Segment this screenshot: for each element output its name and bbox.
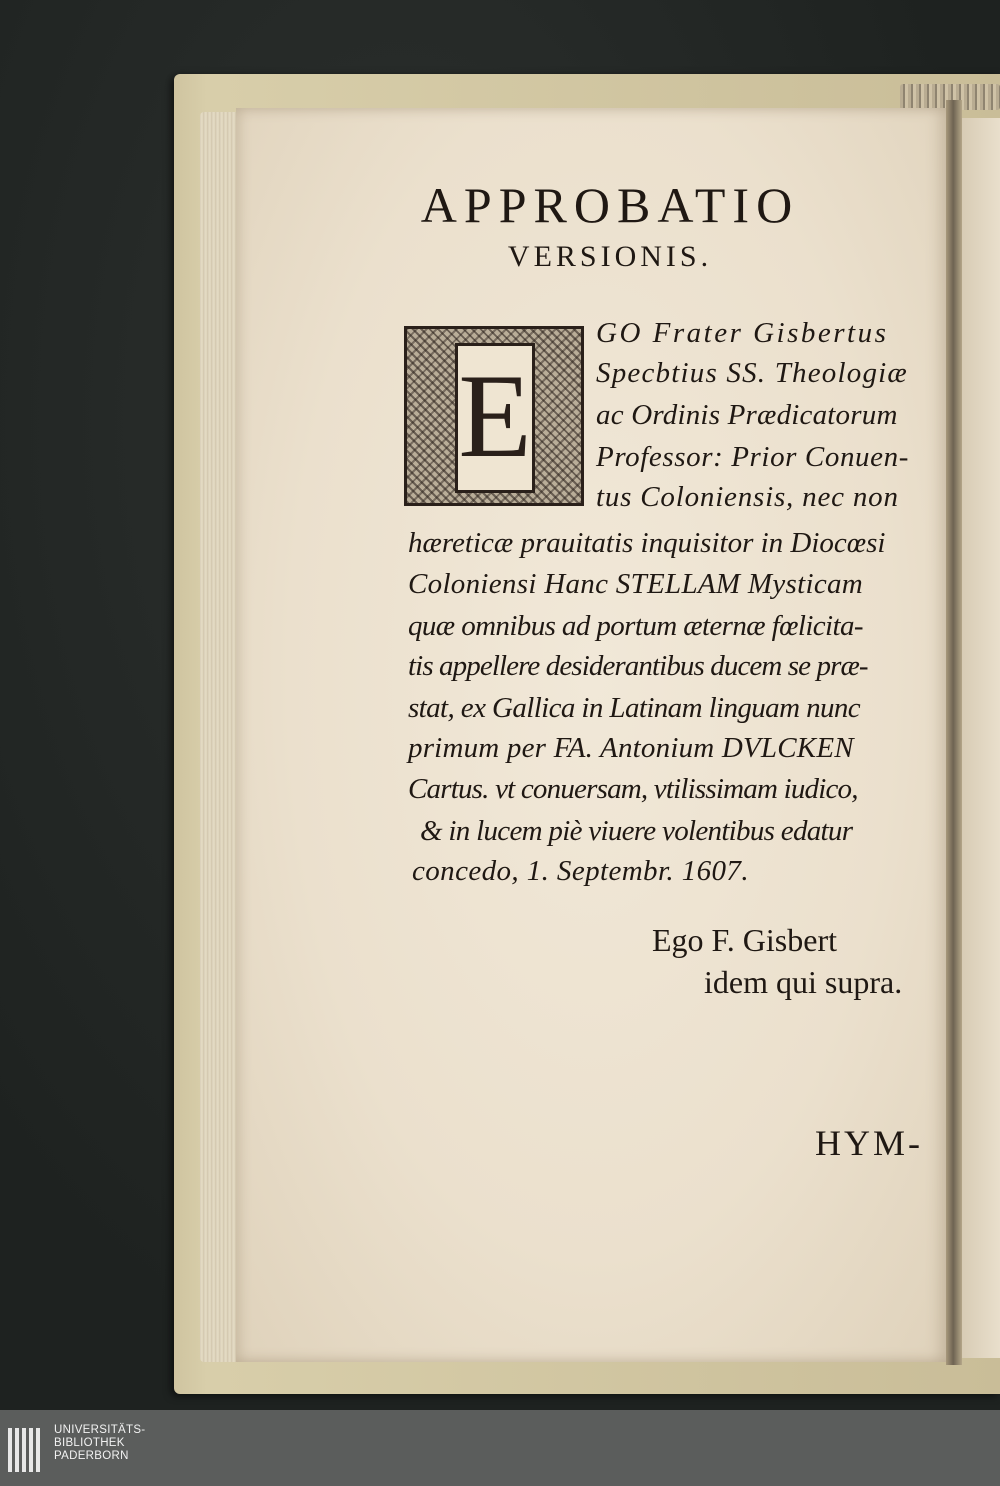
body-line: tis appellere desiderantibus ducem se præ-	[408, 650, 868, 682]
body-line: & in lucem piè viuere volentibus edatur	[420, 815, 853, 847]
body-line: GO Frater Gisbertus	[596, 317, 889, 349]
body-line: Specbtius SS. Theologiæ	[596, 357, 908, 389]
body-line: tus Coloniensis, nec non	[596, 481, 899, 513]
body-line: Professor: Prior Conuen-	[596, 441, 909, 473]
page-title: APPROBATIO	[420, 177, 800, 233]
body-line: concedo, 1. Septembr. 1607.	[412, 855, 749, 887]
library-logo-icon	[8, 1428, 46, 1472]
catchword: HYM-	[815, 1123, 923, 1163]
logo-line: UNIVERSITÄTS-	[54, 1424, 146, 1436]
initial-letter: E	[455, 343, 535, 493]
logo-line: PADERBORN	[54, 1450, 129, 1462]
facing-page-edge	[962, 118, 1000, 1358]
book-gutter	[946, 100, 962, 1365]
signature-line: idem qui supra.	[704, 964, 903, 1000]
page-subtitle: VERSIONIS.	[507, 240, 713, 273]
body-line: quæ omnibus ad portum æternæ fœlicita-	[408, 610, 863, 642]
body-line: Cartus. vt conuersam, vtilissimam iudico,	[408, 773, 858, 805]
footer-bar	[0, 1410, 1000, 1486]
body-line: hæreticæ prauitatis inquisitor in Diocœsi	[408, 527, 886, 559]
body-line: primum per FA. Antonium DVLCKEN	[408, 732, 854, 764]
signature-line: Ego F. Gisbert	[652, 922, 837, 958]
library-logo-text	[54, 1424, 145, 1463]
body-line: stat, ex Gallica in Latinam linguam nunc	[408, 692, 861, 724]
decorated-initial	[404, 326, 584, 506]
body-line: Coloniensi Hanc STELLAM Mysticam	[408, 568, 864, 600]
body-line: ac Ordinis Prædicatorum	[596, 399, 898, 431]
logo-line: BIBLIOTHEK	[54, 1437, 125, 1449]
